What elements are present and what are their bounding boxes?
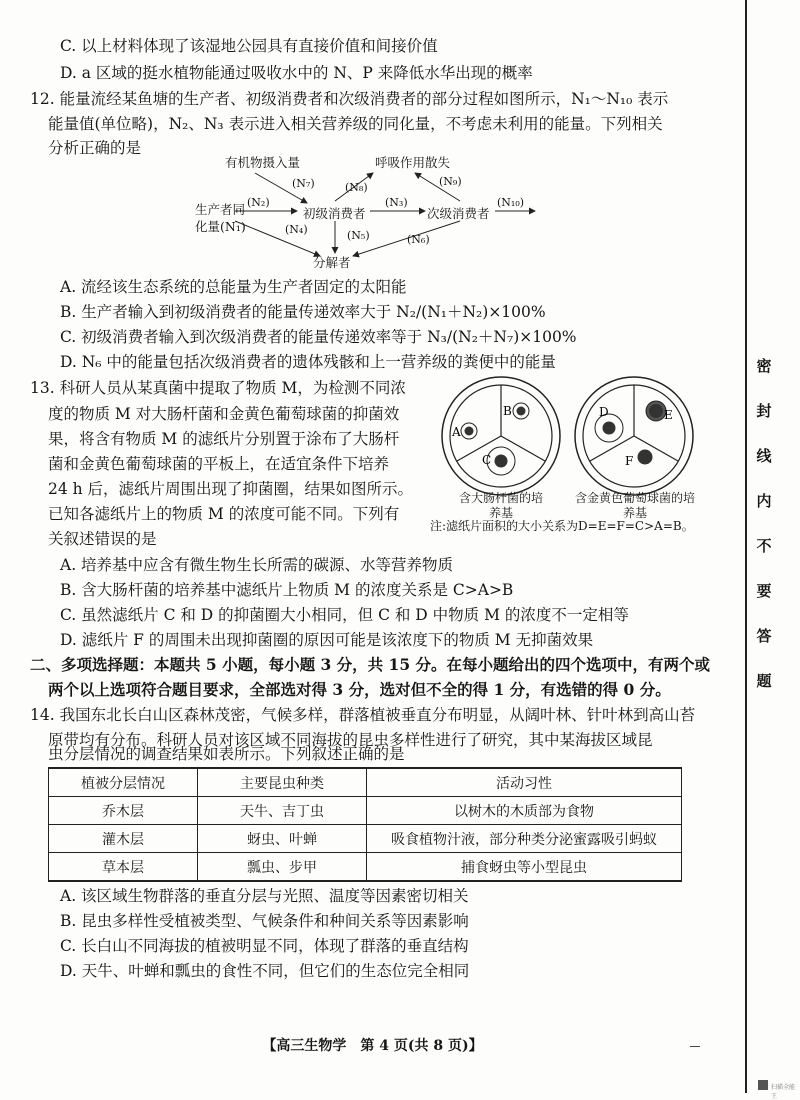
q11-option-d: D. a 区域的挺水植物能通过吸收水中的 N、P 来降低水华出现的概率: [60, 64, 533, 82]
table-cell: 瓢虫、步甲: [198, 853, 367, 882]
q12-stem-line3: 分析正确的是: [48, 139, 142, 157]
n8-label: (N₈): [345, 181, 368, 194]
table-row: [49, 853, 682, 882]
q13-stem-line6: 已知各滤纸片上的物质 M 的浓度可能不同。下列有: [48, 505, 400, 523]
insect-table: [48, 767, 682, 882]
disc-c: [495, 455, 508, 468]
seal-char: 答: [756, 627, 772, 645]
energy-flow-arrows: [195, 153, 555, 273]
section2-header-line1: 二、多项选择题：本题共 5 小题，每小题 3 分，共 15 分。在每小题给出的四个选项中，有两个或: [30, 655, 711, 674]
table-header: 植被分层情况: [49, 768, 198, 797]
q13-stem-line7: 关叙述错误的是: [48, 530, 157, 548]
footer-dash: [690, 1046, 700, 1047]
n4-label: (N₄): [285, 223, 308, 236]
staph-caption-line2: 养基: [622, 506, 647, 520]
table-cell: 蚜虫、叶蝉: [198, 825, 367, 853]
section2-header-line2: 两个以上选项符合题目要求，全部选对得 3 分，选对但不全的得 1 分，有选错的得 0 分。: [48, 680, 671, 699]
q14-option-a: A. 该区域生物群落的垂直分层与光照、温度等因素密切相关: [60, 887, 469, 905]
table-cell: 乔木层: [49, 797, 198, 825]
q12-option-a: A. 流经该生态系统的总能量为生产者固定的太阳能: [60, 278, 407, 296]
seal-line: [745, 0, 747, 1093]
q13-option-a: A. 培养基中应含有微生物生长所需的碳源、水等营养物质: [60, 556, 454, 574]
q12-option-c: C. 初级消费者输入到次级消费者的能量传递效率等于 N₃/(N₂＋N₇)×100%: [60, 328, 577, 346]
respiration-label: 呼吸作用散失: [375, 155, 451, 170]
q14-option-b: B. 昆虫多样性受植被类型、气候条件和种间关系等因素影响: [60, 912, 469, 930]
table-row: [49, 825, 682, 853]
scanner-watermark: 扫描全能王: [771, 1084, 796, 1100]
table-cell: 吸食植物汁液，部分种类分泌蜜露吸引蚂蚁: [367, 825, 682, 853]
disc-d: [603, 422, 616, 435]
seal-char: 不: [756, 537, 772, 555]
page-footer: 【高三生物学 第 4 页(共 8 页)】: [262, 1038, 483, 1054]
q13-stem-line2: 度的物质 M 对大肠杆菌和金黄色葡萄球菌的抑菌效: [48, 405, 400, 423]
ecoli-caption-line1: 含大肠杆菌的培: [458, 491, 543, 505]
table-cell: 灌木层: [49, 825, 198, 853]
seal-char: 线: [756, 447, 772, 465]
q14-option-c: C. 长白山不同海拔的植被明显不同，体现了群落的垂直结构: [60, 937, 469, 955]
disc-a: [465, 427, 474, 436]
disc-f: [638, 450, 653, 465]
insect-table-header-row: [49, 768, 682, 797]
seal-char: 要: [756, 582, 772, 600]
seal-char: 内: [756, 492, 772, 510]
n9-label: (N₉): [439, 175, 462, 188]
q14-stem-line2: 原带均有分布。科研人员对该区域不同海拔的昆虫多样性进行了研究，其中某海拔区域昆: [48, 731, 653, 749]
label-a: A: [452, 425, 461, 439]
table-header: 主要昆虫种类: [198, 768, 367, 797]
q12-option-d: D. N₆ 中的能量包括次级消费者的遗体残骸和上一营养级的粪便中的能量: [60, 353, 556, 371]
q12-option-b: B. 生产者输入到初级消费者的能量传递效率大于 N₂/(N₁＋N₂)×100%: [60, 303, 546, 321]
disc-e: [649, 404, 663, 418]
ecoli-caption-line2: 养基: [488, 506, 513, 520]
n6-label: (N₆): [407, 233, 430, 246]
table-cell: 草本层: [49, 853, 198, 882]
ecoli-plate: [440, 375, 562, 497]
table-row: [49, 797, 682, 825]
q13-stem-line3: 果，将含有物质 M 的滤纸片分别置于涂布了大肠杆: [48, 430, 400, 448]
n7-label: (N₇): [292, 177, 315, 190]
n10-label: (N₁₀): [497, 196, 525, 209]
producer-label-line2: 化量(N₁): [195, 219, 246, 234]
q13-option-d: D. 滤纸片 F 的周围未出现抑菌圈的原因可能是该浓度下的物质 M 无抑菌效果: [60, 631, 594, 649]
disc-b: [517, 407, 526, 416]
q13-stem-line1: 13. 科研人员从某真菌中提取了物质 M，为检测不同浓: [30, 379, 406, 397]
q13-option-c: C. 虽然滤纸片 C 和 D 的抑菌圈大小相同，但 C 和 D 中物质 M 的浓度不一定相等: [60, 606, 629, 624]
secondary-consumer-label: 次级消费者: [427, 206, 490, 221]
q12-stem-line2: 能量值(单位略)，N₂、N₃ 表示进入相关营养级的同化量，不考虑未利用的能量。下列相关: [48, 115, 663, 133]
staph-caption-line1: 含金黄色葡萄球菌的培: [574, 491, 695, 505]
seal-char: 密: [756, 357, 772, 375]
disc-area-note: 注:滤纸片面积的大小关系为D=E=F=C>A=B。: [430, 519, 694, 533]
primary-consumer-label: 初级消费者: [303, 206, 366, 221]
producer-label-line1: 生产者同: [195, 202, 246, 217]
energy-flow-diagram: [195, 153, 555, 273]
n3-label: (N₃): [385, 196, 408, 209]
n5-label: (N₅): [347, 229, 370, 242]
seal-char: 封: [756, 402, 772, 420]
table-cell: 捕食蚜虫等小型昆虫: [367, 853, 682, 882]
staph-plate: [573, 375, 695, 497]
label-e: E: [664, 408, 673, 422]
q14-stem-line1: 14. 我国东北长白山区森林茂密，气候多样，群落植被垂直分布明显，从阔叶林、针叶林到高山苔: [30, 706, 696, 724]
scanner-qr-icon: [758, 1080, 768, 1090]
table-cell: 以树木的木质部为食物: [367, 797, 682, 825]
seal-char: 题: [756, 672, 772, 690]
q13-stem-line4: 菌和金黄色葡萄球菌的平板上，在适宜条件下培养: [48, 455, 390, 473]
q14-stem-line3: 虫分层情况的调查结果如表所示。下列叙述正确的是: [48, 745, 405, 763]
label-f: F: [625, 454, 634, 468]
organic-intake-label: 有机物摄入量: [225, 155, 301, 170]
table-header: 活动习性: [367, 768, 682, 797]
label-d: D: [599, 405, 609, 419]
label-c: C: [482, 453, 492, 467]
label-b: B: [503, 404, 512, 418]
q12-stem-line1: 12. 能量流经某鱼塘的生产者、初级消费者和次级消费者的部分过程如图所示，N₁～N₁₀ 表示: [30, 90, 669, 108]
decomposer-label: 分解者: [313, 255, 351, 270]
q13-option-b: B. 含大肠杆菌的培养基中滤纸片上物质 M 的浓度关系是 C>A>B: [60, 581, 514, 599]
q13-stem-line5: 24 h 后，滤纸片周围出现了抑菌圈，结果如图所示。: [48, 480, 414, 498]
table-cell: 天牛、吉丁虫: [198, 797, 367, 825]
n2-label: (N₂): [247, 196, 270, 209]
q14-option-d: D. 天牛、叶蝉和瓢虫的食性不同，但它们的生态位完全相同: [60, 962, 470, 980]
q11-option-c: C. 以上材料体现了该湿地公园具有直接价值和间接价值: [60, 37, 438, 55]
seal-line-notice: [752, 355, 776, 715]
